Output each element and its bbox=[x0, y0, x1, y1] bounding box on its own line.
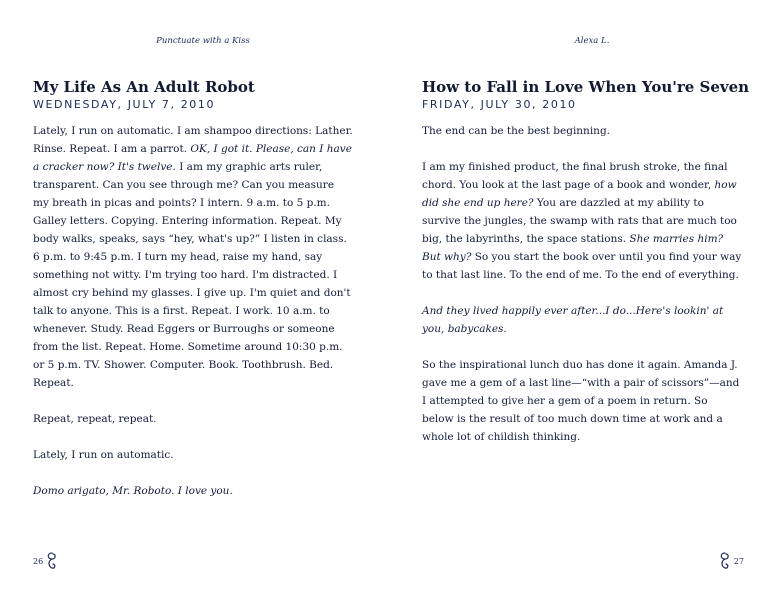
post-title: My Life As An Adult Robot bbox=[33, 78, 255, 96]
italic-text-run: And they lived happily ever after...I do...Here's lookin' at you, babycakes. bbox=[422, 305, 724, 335]
post-title: How to Fall in Love When You're Seven bbox=[422, 78, 750, 96]
paragraph bbox=[422, 302, 742, 338]
post-date: WEDNESDAY, JULY 7, 2010 bbox=[33, 98, 216, 111]
paragraph: So the inspirational lunch duo has done it again. Amanda J. gave me a gem of a last line—“with a pair of scissors”—and I attempted to give her a gem of a poem in return. So below is the result of too much down time at work and a whole lot of childish thinking. bbox=[422, 359, 740, 443]
swirl-ornament-icon bbox=[46, 551, 58, 571]
text-run: Lately, I run on automatic. I am shampoo directions: Lather. Rinse. Repeat. I am a parrot. bbox=[33, 125, 353, 155]
running-head-author: Alexa L. bbox=[574, 36, 610, 46]
post-date: FRIDAY, JULY 30, 2010 bbox=[422, 98, 577, 111]
italic-text-run: She marries him? But why? bbox=[422, 233, 724, 263]
swirl-ornament-icon bbox=[719, 551, 731, 571]
paragraph bbox=[33, 122, 353, 392]
paragraph bbox=[422, 158, 742, 284]
text-run: You are dazzled at my ability to survive the jungles, the swamp with rats that are much too big, the labyrinths, the space stations. bbox=[422, 197, 737, 245]
italic-text-run: OK, I got it. Please, can I have a cracker now? It's twelve. bbox=[33, 143, 352, 173]
post-body bbox=[422, 122, 742, 464]
text-run: I am my graphic arts ruler, transparent. Can you see through me? Can you measure my breath in picas and points? I intern. 9 a.m. to 5 p.m. Galley letters. Copying. Entering information. Repeat. My body walks, speaks, says “hey, what's up?” I listen in class. 6 p.m. to 9:45 p.m. I turn my head, raise my hand, say something not witty. I'm trying too hard. I'm distracted. I almost cry behind my glasses. I give up. I'm quiet and don't talk to anyone. This is a first. Repeat. I work. 10 a.m. to whenever. Study. Read Eggers or Burroughs or someone from the list. Repeat. Home. Sometime around 10:30 p.m. or 5 p.m. TV. Shower. Computer. Book. Toothbrush. Bed. Repeat. bbox=[33, 161, 351, 389]
paragraph: Repeat, repeat, repeat. bbox=[33, 413, 157, 425]
page-folio bbox=[33, 551, 58, 571]
text-run: I am my finished product, the final brush stroke, the final chord. You look at the last page of a book and wonder, bbox=[422, 161, 728, 191]
post-body bbox=[33, 122, 353, 518]
paragraph: Lately, I run on automatic. bbox=[33, 449, 174, 461]
italic-text-run: how did she end up here? bbox=[422, 179, 737, 209]
page-number: 27 bbox=[733, 556, 744, 566]
right-page bbox=[422, 0, 762, 598]
page-number: 26 bbox=[33, 556, 44, 566]
page-folio bbox=[719, 551, 744, 571]
left-page bbox=[33, 0, 373, 598]
text-run: So you start the book over until you find your way to that last line. To the end of me. To the end of everything. bbox=[422, 251, 742, 281]
paragraph bbox=[33, 482, 353, 500]
italic-text-run: Domo arigato, Mr. Roboto. I love you. bbox=[33, 485, 233, 497]
running-head-book-title: Punctuate with a Kiss bbox=[156, 36, 250, 46]
paragraph: The end can be the best beginning. bbox=[422, 125, 611, 137]
